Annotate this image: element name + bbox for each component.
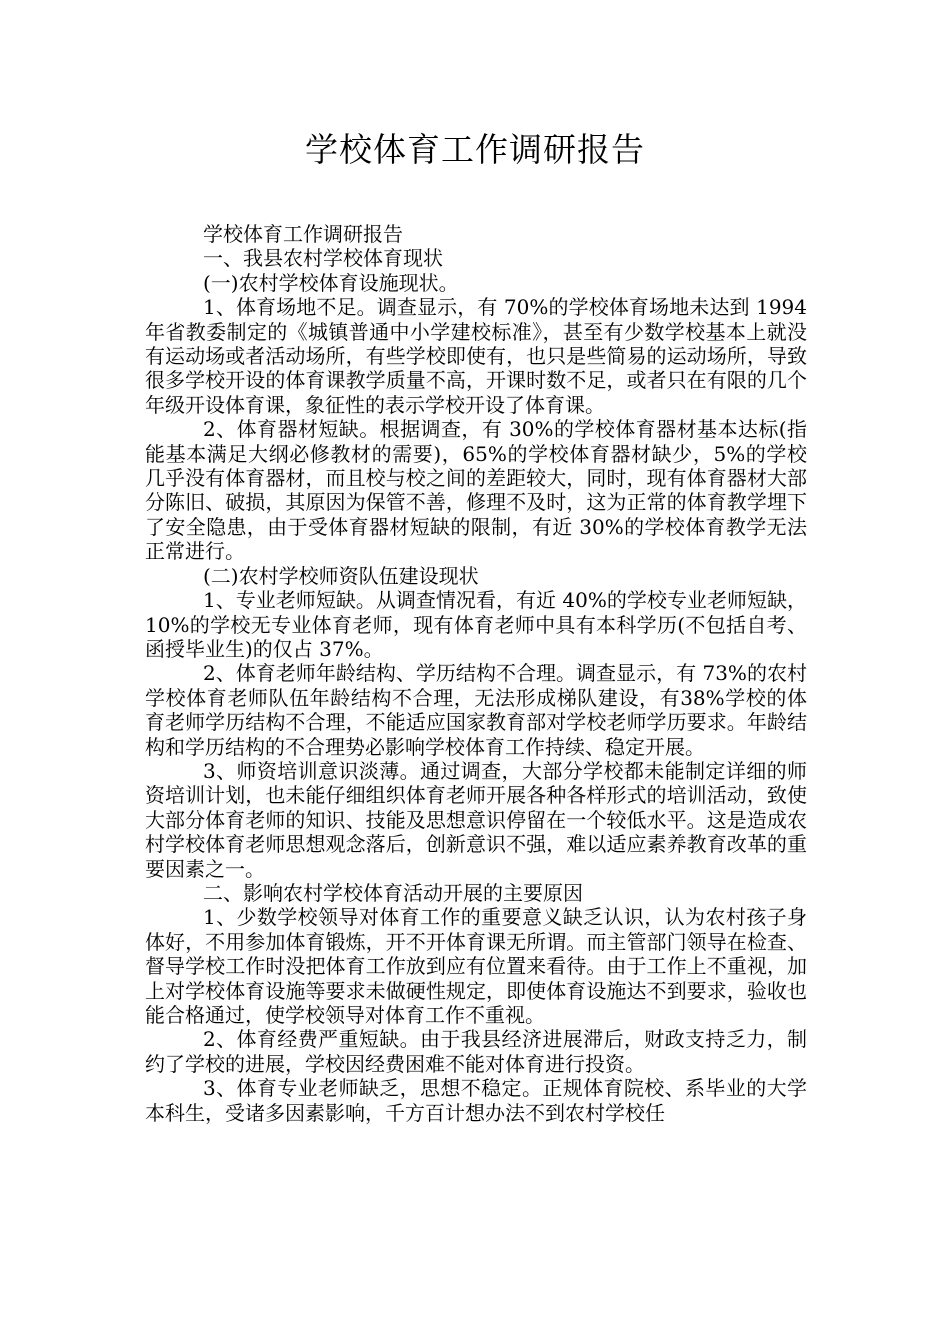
section-heading: 二、影响农村学校体育活动开展的主要原因 bbox=[203, 880, 583, 905]
paragraph: 1、少数学校领导对体育工作的重要意义缺乏认识，认为农村孩子身体好，不用参加体育锻炼，开不开体育课无所谓。而主管部门领导在检查、督导学校工作时没把体育工作放到应有位置来看待。由于工作上不重视，加上对学校体育设施等要求未做硬性规定，即使体育设施达不到要求，验收也能合格通过，使学校领导对体育工作不重视。 bbox=[145, 905, 807, 1027]
paragraph: 1、专业老师短缺。从调查情况看，有近 40%的学校专业老师短缺，10%的学校无专业体育老师，现有体育老师中具有本科学历(不包括自考、函授毕业生)的仅占 37%。 bbox=[145, 588, 807, 661]
document-body bbox=[145, 222, 807, 1125]
document-title: 学校体育工作调研报告 bbox=[305, 130, 645, 169]
paragraph: 1、体育场地不足。调查显示，有 70%的学校体育场地未达到 1994 年省教委制定的《城镇普通中小学建校标准》，甚至有少数学校基本上就没有运动场或者活动场所，有些学校即使有，也只是些简易的运动场所，导致很多学校开设的体育课教学质量不高，开课时数不足，或者只在有限的几个年级开设体育课，象征性的表示学校开设了体育课。 bbox=[145, 295, 807, 417]
paragraph: 2、体育老师年龄结构、学历结构不合理。调查显示，有 73%的农村学校体育老师队伍年龄结构不合理，无法形成梯队建设，有38%学校的体育老师学历结构不合理，不能适应国家教育部对学校老师学历要求。年龄结构和学历结构的不合理势必影响学校体育工作持续、稳定开展。 bbox=[145, 661, 807, 759]
subsection-heading: (一)农村学校体育设施现状。 bbox=[203, 270, 459, 295]
subsection-heading: (二)农村学校师资队伍建设现状 bbox=[203, 563, 479, 588]
paragraph: 2、体育器材短缺。根据调查，有 30%的学校体育器材基本达标(指能基本满足大纲必修教材的需要)，65%的学校体育器材缺少，5%的学校几乎没有体育器材，而且校与校之间的差距较大，同时，现有体育器材大部分陈旧、破损，其原因为保管不善，修理不及时，这为正常的体育教学埋下了安全隐患，由于受体育器材短缺的限制，有近 30%的学校体育教学无法正常进行。 bbox=[145, 417, 807, 564]
paragraph: 3、师资培训意识淡薄。通过调查，大部分学校都未能制定详细的师资培训计划，也未能仔细组织体育老师开展各种各样形式的培训活动，致使大部分体育老师的知识、技能及思想意识停留在一个较低水平。这是造成农村学校体育老师思想观念落后，创新意识不强，难以适应素养教育改革的重要因素之一。 bbox=[145, 758, 807, 881]
paragraph: 学校体育工作调研报告 bbox=[203, 222, 403, 246]
section-heading: 一、我县农村学校体育现状 bbox=[203, 246, 443, 271]
paragraph: 3、体育专业老师缺乏，思想不稳定。正规体育院校、系毕业的大学本科生，受诸多因素影响，千方百计想办法不到农村学校任 bbox=[145, 1076, 807, 1125]
paragraph: 2、体育经费严重短缺。由于我县经济进展滞后，财政支持乏力，制约了学校的进展，学校因经费困难不能对体育进行投资。 bbox=[145, 1027, 807, 1076]
